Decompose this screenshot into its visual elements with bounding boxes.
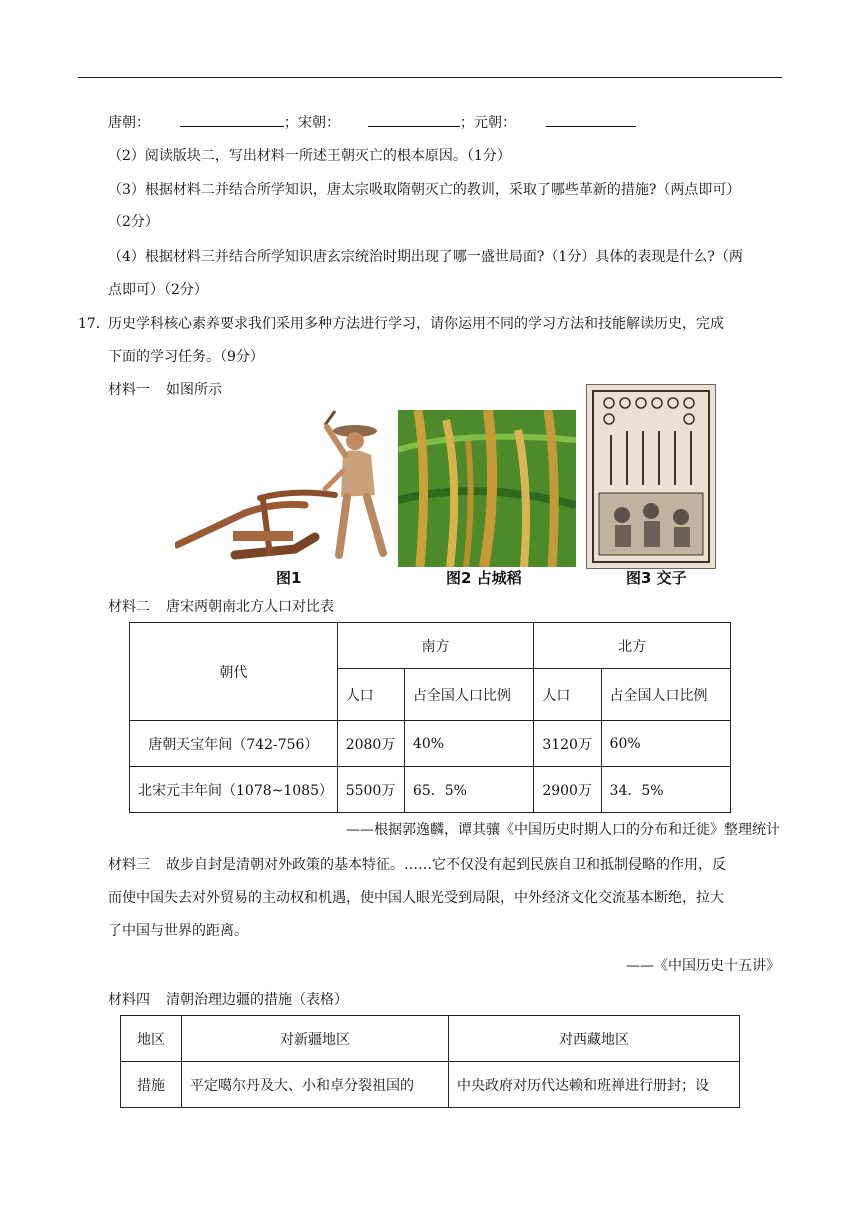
region-header: 地区 (121, 1016, 182, 1062)
material1-heading (108, 380, 222, 400)
south-pop-header: 人口 (337, 669, 404, 721)
material3-line3: 了中国与世界的距离。 (108, 923, 248, 939)
tibet-measures: 中央政府对历代达赖和班禅进行册封；设 (449, 1062, 740, 1108)
row-period: 唐朝天宝年间（742-756） (130, 721, 338, 767)
material3-line2: 而使中国失去对外贸易的主动权和机遇，使中国人眼光受到局限，中外经济文化交流基本断绝，拉大 (108, 890, 724, 906)
material2-source: ——根据郭逸麟，谭其骧《中国历史时期人口的分布和迁徙》整理统计 (346, 822, 780, 838)
row-south-ratio: 40% (404, 721, 533, 767)
material4-label: 材料四 (108, 992, 150, 1008)
row-north-pop: 3120万 (534, 721, 601, 767)
q17-line1: 历史学科核心素养要求我们采用多种方法进行学习，请你运用不同的学习方法和技能解读历史，完成 (108, 316, 724, 332)
table-row (121, 1062, 740, 1108)
q16-part3-line1: （3）根据材料二并结合所学知识，唐太宗吸取隋朝灭亡的教训，采取了哪些革新的措施?（两点即可） (108, 182, 741, 198)
yuan-blank[interactable] (546, 112, 636, 127)
song-label: ；宋朝： (284, 115, 340, 131)
material2-heading (108, 597, 334, 617)
material3-source: ——《中国历史十五讲》 (626, 958, 780, 974)
material2-label: 材料二 (108, 599, 150, 615)
north-ratio-header: 占全国人口比例 (601, 669, 730, 721)
material1-label: 材料一 (108, 382, 150, 398)
yuan-label: ；元朝： (460, 115, 516, 131)
song-blank[interactable] (368, 112, 460, 127)
q16-part4-line1: （4）根据材料三并结合所学知识唐玄宗统治时期出现了哪一盛世局面?（1分）具体的表现是什么?（两 (108, 249, 743, 265)
tang-label: 唐朝： (108, 115, 150, 131)
q16-part4-line2: 点即可）（2分） (108, 282, 208, 298)
south-header: 南方 (337, 623, 534, 669)
row-north-pop: 2900万 (534, 767, 601, 813)
figure-3-jiaozi (586, 384, 716, 569)
q17-line2: 下面的学习任务。（9分） (108, 349, 264, 365)
row-south-ratio: 65．5% (404, 767, 533, 813)
row-north-ratio: 34．5% (601, 767, 730, 813)
figure-2-caption: 图2 占城稻 (446, 569, 522, 587)
material3-label: 材料三 (108, 857, 150, 873)
south-ratio-header: 占全国人口比例 (404, 669, 533, 721)
figure-1-caption: 图1 (276, 569, 302, 587)
measures-label: 措施 (121, 1062, 182, 1108)
fill-in-line (108, 112, 636, 133)
north-pop-header: 人口 (534, 669, 601, 721)
row-south-pop: 2080万 (337, 721, 404, 767)
material2-title: 唐宋两朝南北方人口对比表 (166, 599, 334, 615)
material4-heading (108, 990, 348, 1010)
figure-1-plough (175, 405, 390, 565)
population-table (129, 622, 731, 813)
material3-line1 (108, 855, 726, 875)
frontier-table (120, 1015, 740, 1108)
figure-2-champa-rice (398, 410, 576, 567)
table-row (130, 767, 731, 813)
dynasty-header: 朝代 (130, 623, 338, 721)
material1-text: 如图所示 (166, 382, 222, 398)
material3-text-line1: 故步自封是清朝对外政策的基本特征。……它不仅没有起到民族自卫和抵制侵略的作用，反 (166, 857, 726, 873)
figure-3-caption: 图3 交子 (626, 569, 687, 587)
xinjiang-header: 对新疆地区 (182, 1016, 449, 1062)
header-rule (78, 77, 782, 78)
row-period: 北宋元丰年间（1078~1085） (130, 767, 338, 813)
row-south-pop: 5500万 (337, 767, 404, 813)
tibet-header: 对西藏地区 (449, 1016, 740, 1062)
north-header: 北方 (534, 623, 731, 669)
material4-title: 清朝治理边疆的措施（表格） (166, 992, 348, 1008)
q17-number: 17． (78, 316, 110, 332)
tang-blank[interactable] (180, 112, 284, 127)
q16-part3-line2: （2分） (108, 214, 159, 230)
q16-part2: （2）阅读版块二，写出材料一所述王朝灭亡的根本原因。（1分） (108, 148, 511, 164)
table-row (130, 721, 731, 767)
xinjiang-measures: 平定噶尔丹及大、小和卓分裂祖国的 (182, 1062, 449, 1108)
row-north-ratio: 60% (601, 721, 730, 767)
